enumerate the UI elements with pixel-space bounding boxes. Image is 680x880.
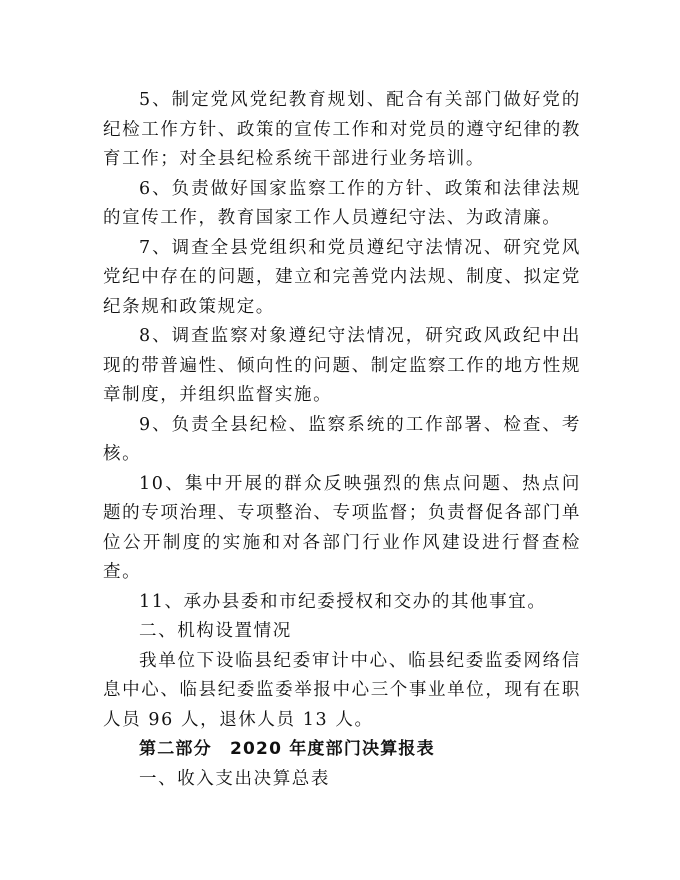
paragraph-item-5: 5、制定党风党纪教育规划、配合有关部门做好党的纪检工作方针、政策的宣传工作和对党员的遵守纪律的教育工作；对全县纪检系统干部进行业务培训。 <box>103 90 581 169</box>
paragraph-item-9: 9、负责全县纪检、监察系统的工作部署、检查、考核。 <box>103 414 581 464</box>
section-heading-organization: 二、机构设置情况 <box>139 621 292 641</box>
paragraph-item-8: 8、调查监察对象遵纪守法情况，研究政风政纪中出现的带普遍性、倾向性的问题、制定监察工作的地方性规章制度，并组织监督实施。 <box>103 326 581 405</box>
sub-heading-summary-table: 一、收入支出决算总表 <box>139 768 330 789</box>
paragraph-item-11: 11、承办县委和市纪委授权和交办的其他事宜。 <box>139 591 547 612</box>
document-body <box>103 86 581 794</box>
organization-description: 我单位下设临县纪委审计中心、临县纪委监委网络信息中心、临县纪委监委举报中心三个事业单位，现有在职人员 96 人，退休人员 13 人。 <box>103 650 581 730</box>
paragraph-item-6: 6、负责做好国家监察工作的方针、政策和法律法规的宣传工作，教育国家工作人员遵纪守法、为政清廉。 <box>103 178 581 228</box>
paragraph-item-7: 7、调查全县党组织和党员遵纪守法情况、研究党风党纪中存在的问题，建立和完善党内法规、制度、拟定党纪条规和政策规定。 <box>103 237 581 317</box>
paragraph-item-10: 10、集中开展的群众反映强烈的焦点问题、热点问题的专项治理、专项整治、专项监督；负责督促各部门单位公开制度的实施和对各部门行业作风建设进行督查检查。 <box>103 473 581 582</box>
part-heading: 第二部分 2020 年度部门决算报表 <box>139 739 435 759</box>
